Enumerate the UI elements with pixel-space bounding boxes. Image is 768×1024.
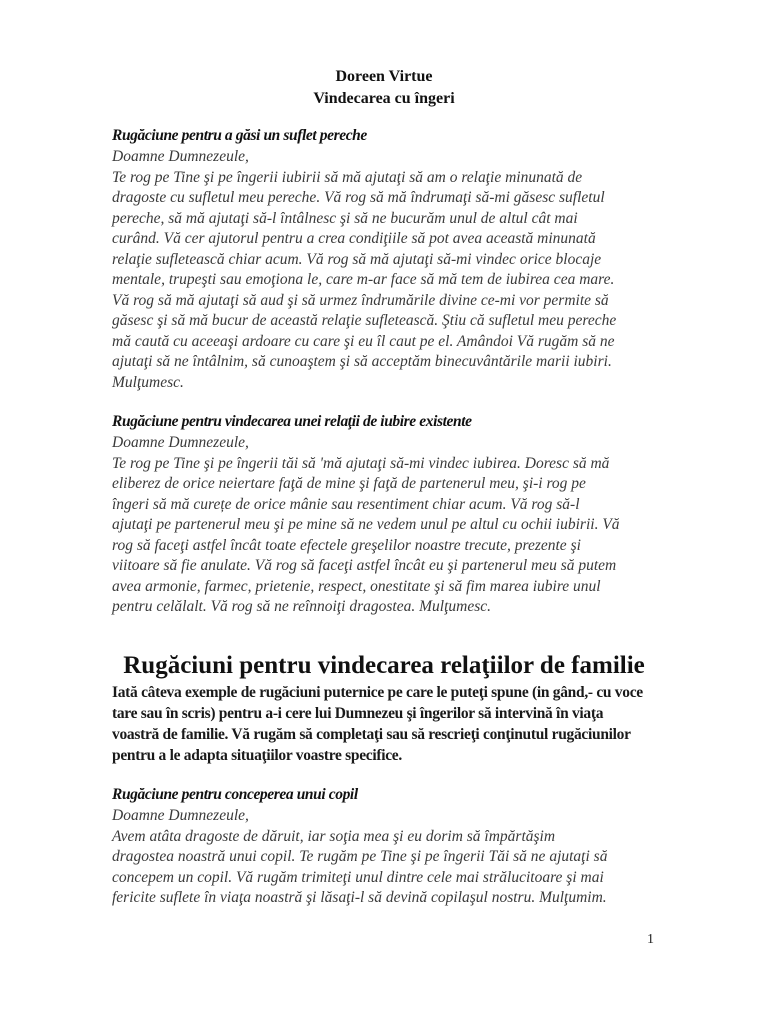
section-body [112, 806, 672, 909]
text-line: pereche, să mă ajutaţi să-l întâlnesc şi să ne bucurăm unul de altul cât mai [112, 209, 578, 227]
section-heading: Rugăciune pentru conceperea unui copil [112, 786, 358, 803]
text-line: concepem un copil. Vă rugăm trimiteţi unul dintre cele mai strălucitoare şi mai [112, 868, 604, 886]
text-line: mă caută cu aceeaşi ardoare cu care şi eu îl caut pe el. Amândoi Vă rugăm să ne [112, 332, 615, 350]
text-line: pentru celălalt. Vă rog să ne reînnoiţi dragostea. Mulţumesc. [112, 598, 491, 615]
text-line: avea armonie, farmec, prietenie, respect, onestitate şi să fim marea iubire unul [112, 577, 601, 595]
text-line: dragostea noastră unui copil. Te rugăm pe Tine şi pe îngerii Tăi să ne ajutaţi să [112, 848, 608, 865]
text-line: Avem atâta dragoste de dăruit, iar soţia mea şi eu dorim să împărtăşim [112, 827, 556, 845]
text-line: rog să faceţi astfel încât toate efectele greşelilor noastre trecute, prezente şi [112, 536, 581, 554]
text-line: dragoste cu sufletul meu pereche. Vă rog să mă îndrumaţi să-mi găsesc sufletul [112, 189, 605, 206]
section-heading: Rugăciune pentru vindecarea unei relaţii de iubire existente [112, 413, 472, 430]
text-line: eliberez de orice neiertare faţă de mine şi faţă de partenerul meu, şi-i rog pe [112, 475, 586, 492]
text-line: ajutaţi să ne întâlnim, să cunoaştem şi să acceptăm binecuvântările marii iubiri. [112, 353, 612, 370]
text-line: Mulţumesc. [112, 373, 184, 391]
text-line: pentru a le adapta situaţiilor voastre specifice. [112, 747, 402, 764]
text-line: Doamne Dumnezeule, [112, 807, 249, 824]
section-soulmate [112, 126, 672, 393]
family-heading: Rugăciuni pentru vindecarea relaţiilor de familie [123, 652, 645, 679]
text-line: mentale, trupeşti sau emoţiona le, care m-ar face să mă tem de iubirea cea mare. [112, 271, 615, 288]
author: Doreen Virtue [335, 68, 433, 85]
text-line: relaţie sufletească chiar acum. Vă rog să mă ajutaţi să-mi vindec orice blocaje [112, 250, 602, 268]
text-line: ajutaţi pe partenerul meu şi pe mine să ne vedem unul pe altul cu ochii iubirii. Vă [112, 516, 620, 533]
text-line: Doamne Dumnezeule, [112, 434, 249, 451]
family-intro [112, 682, 672, 766]
text-line: Iată câteva exemple de rugăciuni puternice pe care le puteţi spune (in gând,- cu voce [112, 684, 643, 701]
section-conceive-child [112, 785, 672, 909]
text-line: fericite suflete în viaţa noastră şi lăsaţi-l să devină copilaşul nostru. Mulţumim. [112, 889, 607, 906]
text-line: găsesc şi să mă bucur de această relaţie sufletească. Ştiu că sufletul meu pereche [112, 312, 617, 329]
text-line: viitoare să fie anulate. Vă rog să faceţi astfel încât eu şi partenerul meu să putem [112, 557, 617, 574]
section-heal-relationship [112, 412, 672, 618]
page-number: 1 [647, 932, 654, 947]
text-line: îngeri să mă curețe de orice mânie sau resentiment chiar acum. Vă rog să-l [112, 495, 580, 513]
section-body [112, 147, 672, 393]
section-body [112, 433, 672, 618]
text-line: Doamne Dumnezeule, [112, 148, 249, 165]
book-title: Vindecarea cu îngeri [313, 90, 455, 107]
text-line: curând. Vă cer ajutorul pentru a crea condiţiile să pot avea această minunată [112, 230, 596, 247]
section-heading: Rugăciune pentru a găsi un suflet pereche [112, 127, 367, 144]
text-line: Vă rog să mă ajutaţi să aud şi să urmez îndrumările divine ce-mi vor permite să [112, 291, 609, 309]
text-line: tare sau în scris) pentru a-i cere lui Dumnezeu şi îngerilor să intervină în viaţa [112, 705, 604, 722]
text-line: voastră de familie. Vă rugăm să completaţi sau să rescrieţi conţinutul rugăciunilor [112, 726, 631, 743]
text-line: Te rog pe Tine şi pe îngerii tăi să 'mă ajutaţi să-mi vindec iubirea. Doresc să mă [112, 454, 610, 472]
text-line: Te rog pe Tine şi pe îngerii iubirii să mă ajutaţi să am o relaţie minunată de [112, 168, 583, 186]
